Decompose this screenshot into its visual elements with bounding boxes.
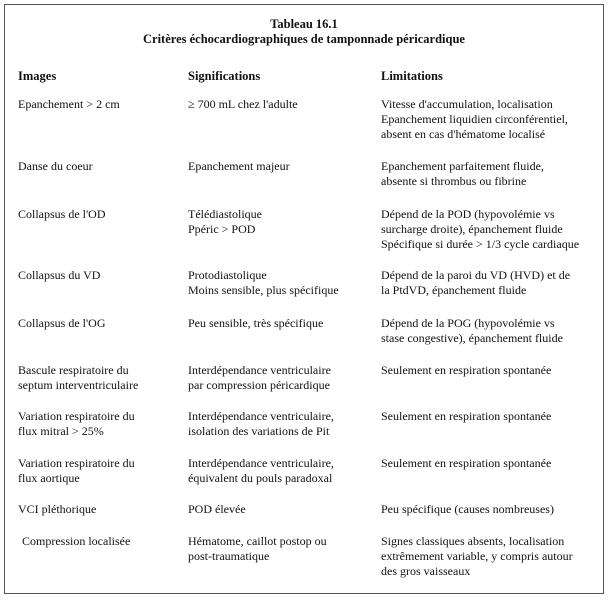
- cell-limitation: Dépend de la POD (hypovolémie vs surcharge droite), épanchement fluide Spécifique si durée > 1/3 cycle cardiaque: [381, 207, 580, 251]
- cell-limitation: Seulement en respiration spontanée: [381, 409, 552, 423]
- cell-signification: Télédiastolique Ppéric > POD: [188, 207, 262, 236]
- cell-image: Danse du coeur: [18, 159, 93, 173]
- cell-image: Compression localisée: [22, 534, 131, 548]
- cell-limitation: Dépend de la paroi du VD (HVD) et de la PtdVD, épanchement fluide: [381, 268, 571, 297]
- cell-image: Collapsus de l'OG: [18, 316, 106, 330]
- table-title-block: [5, 17, 603, 47]
- cell-image: Collapsus du VD: [18, 268, 101, 282]
- cell-image: Epanchement > 2 cm: [18, 97, 120, 111]
- cell-limitation: Seulement en respiration spontanée: [381, 363, 552, 377]
- table-title: Tableau 16.1: [270, 17, 338, 31]
- cell-image: Variation respiratoire du flux mitral > 25%: [18, 409, 135, 438]
- table-frame: [4, 4, 604, 594]
- cell-limitation: Dépend de la POG (hypovolémie vs stase congestive), épanchement fluide: [381, 316, 563, 345]
- cell-signification: Interdépendance ventriculaire par compression péricardique: [188, 363, 331, 392]
- header-images: Images: [18, 69, 57, 83]
- cell-signification: POD élevée: [188, 502, 246, 516]
- cell-image: Collapsus de l'OD: [18, 207, 106, 221]
- cell-signification: Protodiastolique Moins sensible, plus spécifique: [188, 268, 339, 297]
- cell-limitation: Signes classiques absents, localisation extrêmement variable, y compris autour des gros vaisseaux: [381, 534, 573, 578]
- cell-limitation: Epanchement parfaitement fluide, absente si thrombus ou fibrine: [381, 159, 544, 188]
- cell-signification: Interdépendance ventriculaire, isolation des variations de Pit: [188, 409, 334, 438]
- cell-image: VCI pléthorique: [18, 502, 97, 516]
- cell-signification: Interdépendance ventriculaire, équivalent du pouls paradoxal: [188, 456, 334, 485]
- header-significations: Significations: [188, 69, 261, 83]
- cell-signification: Hématome, caillot postop ou post-traumatique: [188, 534, 327, 563]
- cell-limitation: Vitesse d'accumulation, localisation Epanchement liquidien circonférentiel, absent en cas d'hématome localisé: [381, 97, 568, 141]
- cell-limitation: Seulement en respiration spontanée: [381, 456, 552, 470]
- cell-signification: Peu sensible, très spécifique: [188, 316, 324, 330]
- cell-signification: Epanchement majeur: [188, 159, 290, 173]
- cell-signification: ≥ 700 mL chez l'adulte: [188, 97, 298, 111]
- cell-image: Bascule respiratoire du septum interventriculaire: [18, 363, 139, 392]
- header-limitations: Limitations: [381, 69, 443, 83]
- table-subtitle: Critères échocardiographiques de tamponnade péricardique: [143, 32, 465, 46]
- cell-image: Variation respiratoire du flux aortique: [18, 456, 135, 485]
- cell-limitation: Peu spécifique (causes nombreuses): [381, 502, 554, 516]
